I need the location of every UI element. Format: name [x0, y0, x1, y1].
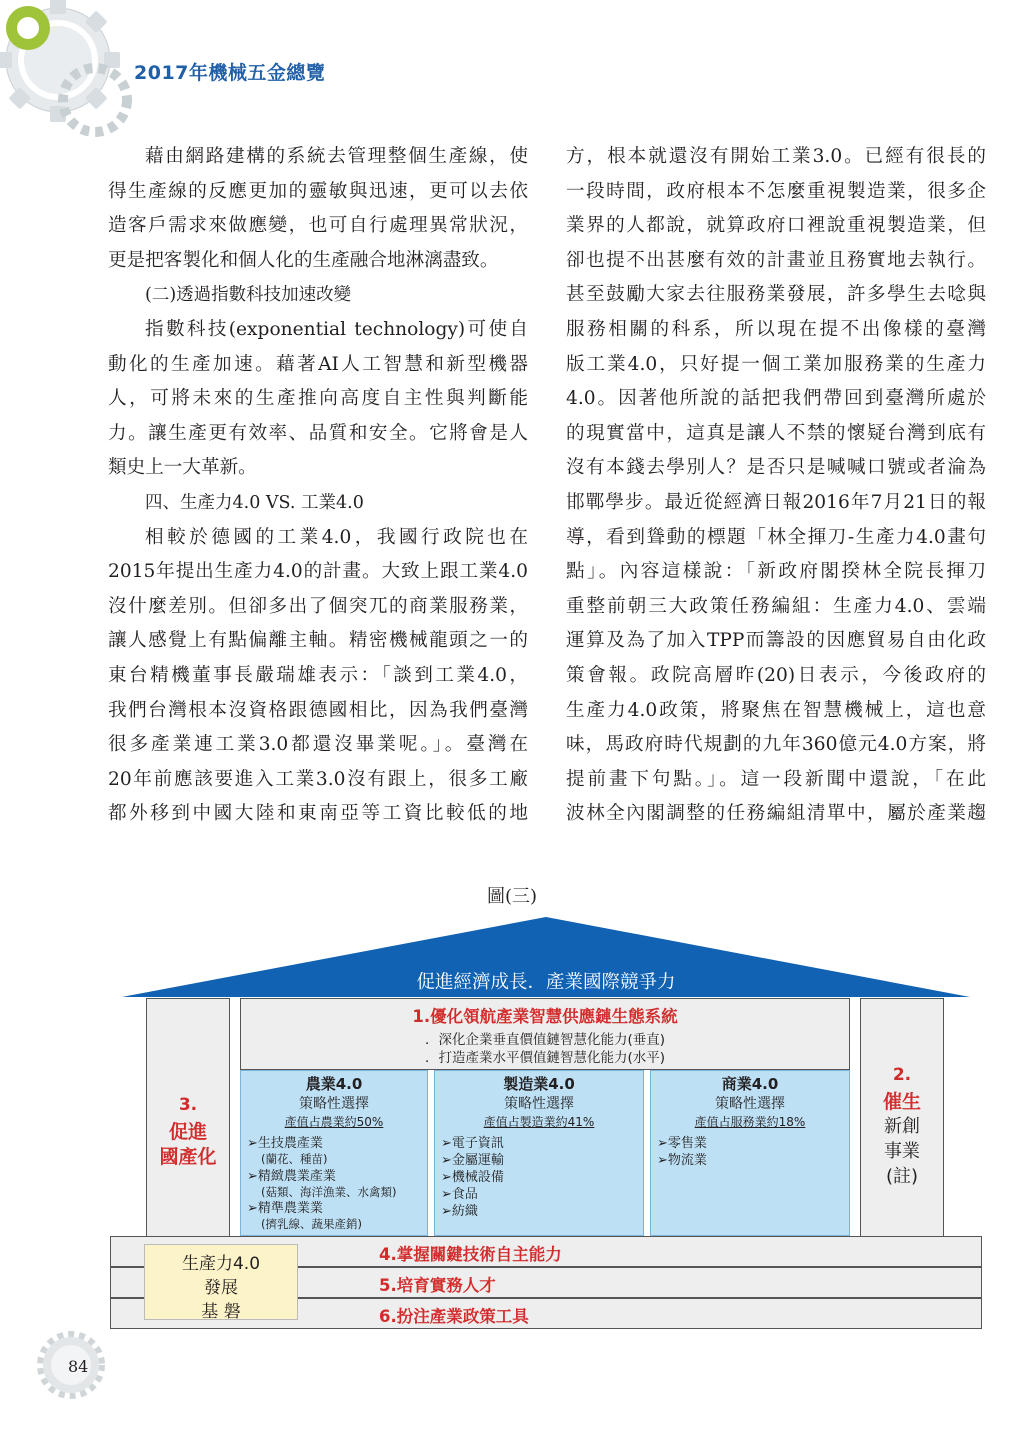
- text-line: 更是把客製化和個人化的生產融合地淋漓盡致。: [108, 249, 499, 271]
- text-line: 指數科技(exponential technology)可使自: [145, 318, 528, 340]
- text-line: 很多產業連工業3.0都還沒畢業呢。」。臺灣在: [108, 734, 528, 756]
- sector-item: ➢機械設備: [441, 1170, 504, 1185]
- sector-share: 產值占製造業約41%: [483, 1115, 595, 1129]
- sector-item: ➢物流業: [657, 1153, 707, 1168]
- left-pillar-line-1: 促進: [168, 1121, 207, 1143]
- text-line: 的現實當中，這真是讓人不禁的懷疑台灣到底有: [566, 422, 986, 444]
- sector-item: ➢零售業: [657, 1136, 707, 1151]
- text-line: 20年前應該要進入工業3.0沒有跟上，很多工廠: [108, 768, 528, 790]
- sector-box: [650, 1070, 850, 1236]
- sector-item: ➢電子資訊: [441, 1136, 504, 1151]
- text-line: 波林全內閣調整的任務編組清單中，屬於產業趨: [566, 803, 986, 825]
- sector-item: ➢食品: [441, 1187, 478, 1202]
- right-pillar-line-4: (註): [885, 1166, 919, 1187]
- text-line: 2015年提出生產力4.0的計畫。大致上跟工業4.0: [108, 561, 528, 583]
- text-line: 東台精機董事長嚴瑞雄表示：「談到工業4.0，: [108, 664, 528, 686]
- supply-chain-title: 1.優化領航產業智慧供應鏈生態系統: [412, 1007, 678, 1026]
- left-pillar-line-2: 國產化: [159, 1146, 217, 1168]
- band-key-technology-label: 4.掌握關鍵技術自主能力: [379, 1245, 562, 1264]
- right-pillar-number: 2.: [892, 1065, 912, 1085]
- sector-name: 農業4.0: [305, 1075, 363, 1093]
- text-line: 生產力4.0政策，將聚焦在智慧機械上，這也意: [566, 699, 986, 721]
- foundation-line-2: 發展: [204, 1278, 238, 1298]
- right-text-column: [566, 140, 986, 832]
- text-line: 沒什麼差別。但卻多出了個突兀的商業服務業，: [108, 595, 528, 617]
- sector-item: ➢金屬運輸: [441, 1153, 504, 1168]
- supply-chain-box: [240, 998, 850, 1070]
- text-line: 人，可將未來的生產推向高度自主性與判斷能: [108, 388, 528, 410]
- sector-item: ➢精準農業業: [247, 1201, 323, 1216]
- text-line: 藉由網路建構的系統去管理整個生產線，使: [145, 146, 528, 167]
- sector-items: [441, 1135, 504, 1220]
- text-line: 我們台灣根本沒資格跟德國相比，因為我們臺灣: [108, 699, 528, 721]
- text-line: 得生產線的反應更加的靈敏與迅速，更可以去依: [108, 180, 528, 202]
- text-line: 沒有本錢去學別人？是否只是喊喊口號或者淪為: [566, 457, 986, 479]
- text-line: 相較於德國的工業4.0，我國行政院也在: [145, 526, 528, 548]
- header-gear-icon: [0, 0, 140, 140]
- text-line: 提前畫下句點。」。這一段新聞中還說，「在此: [566, 768, 986, 790]
- band-talent-label: 5.培育實務人才: [379, 1276, 496, 1295]
- text-line: 力。讓生產更有效率、品質和安全。它將會是人: [108, 422, 528, 444]
- text-line: 味，馬政府時代規劃的九年360億元4.0方案，將: [566, 734, 986, 756]
- sector-items: [657, 1135, 707, 1169]
- sector-item: ➢生技農產業: [247, 1136, 323, 1151]
- text-line: 卻也提不出甚麼有效的計畫並且務實地去執行。: [566, 249, 986, 271]
- text-line: 點」。內容這樣說：「新政府閣揆林全院長揮刀: [566, 561, 986, 583]
- text-line: 讓人感覺上有點偏離主軸。精密機械龍頭之一的: [108, 630, 528, 652]
- text-line: 版工業4.0，只好提一個工業加服務業的生產力: [566, 353, 986, 375]
- text-line: 業界的人都說，就算政府口裡說重視製造業，但: [566, 215, 986, 237]
- sector-items: [247, 1135, 396, 1233]
- text-line: 甚至鼓勵大家去往服務業發展，許多學生去唸與: [566, 284, 986, 306]
- text-line: 造客戶需求來做應變，也可自行處理異常狀況，: [108, 215, 528, 237]
- sector-share: 產值占農業約50%: [284, 1115, 384, 1129]
- sector-box: [434, 1070, 644, 1236]
- sector-item: ➢精緻農業產業: [247, 1168, 336, 1184]
- text-line: (二)透過指數科技加速改變: [145, 285, 352, 306]
- productivity-house-diagram: [118, 912, 974, 1332]
- sector-item-detail: (菇類、海洋漁業、水禽類): [261, 1184, 397, 1199]
- text-line: 類史上一大革新。: [108, 457, 257, 479]
- text-line: 方，根本就還沒有開始工業3.0。已經有很長的: [566, 146, 986, 167]
- left-pillar-number: 3.: [178, 1095, 198, 1115]
- left-text-column: [108, 140, 528, 832]
- supply-chain-item-2: ．打造產業水平價值鏈智慧化能力(水平): [424, 1050, 666, 1066]
- text-line: 動化的生產加速。藉著AI人工智慧和新型機器: [108, 353, 528, 375]
- roof-title: 促進經濟成長．產業國際競爭力: [416, 972, 676, 993]
- sector-name: 商業4.0: [721, 1075, 779, 1093]
- sector-item-detail: (蘭花、種苗): [261, 1152, 328, 1166]
- sector-strategy: 策略性選擇: [299, 1096, 369, 1112]
- right-pillar-line-1: 催生: [882, 1091, 921, 1113]
- sector-strategy: 策略性選擇: [715, 1096, 785, 1112]
- sector-name: 製造業4.0: [503, 1075, 575, 1093]
- sector-strategy: 策略性選擇: [504, 1096, 574, 1112]
- text-line: 4.0。因著他所說的話把我們帶回到臺灣所處於: [566, 388, 986, 410]
- band-policy-tools-label: 6.扮注產業政策工具: [379, 1307, 529, 1326]
- figure-caption: 圖(三): [486, 886, 538, 907]
- right-pillar-line-2: 新創: [884, 1116, 920, 1137]
- sector-item: ➢紡織: [441, 1204, 478, 1219]
- text-line: 邯鄲學步。最近從經濟日報2016年7月21日的報: [566, 491, 986, 513]
- productivity-foundation-box: [144, 1244, 298, 1320]
- text-line: 四、生產力4.0 VS. 工業4.0: [145, 492, 364, 513]
- text-line: 都外移到中國大陸和東南亞等工資比較低的地: [108, 803, 528, 825]
- text-line: 重整前朝三大政策任務編組：生產力4.0、雲端: [566, 595, 986, 617]
- sector-item-detail: (擠乳線、蔬果產銷): [261, 1217, 362, 1231]
- text-line: 服務相關的科系，所以現在提不出像樣的臺灣: [566, 318, 986, 340]
- text-line: 導，看到聳動的標題「林全揮刀-生產力4.0畫句: [566, 526, 986, 548]
- text-line: 一段時間，政府根本不怎麼重視製造業，很多企: [566, 180, 986, 202]
- sector-share: 產值占服務業約18%: [694, 1115, 806, 1129]
- sector-box: [240, 1070, 428, 1236]
- supply-chain-item-1: ．深化企業垂直價值鏈智慧化能力(垂直): [424, 1032, 666, 1048]
- text-line: 運算及為了加入TPP而籌設的因應貿易自由化政: [566, 630, 986, 652]
- right-pillar-line-3: 事業: [884, 1141, 920, 1162]
- text-line: 策會報。政院高層昨(20)日表示，今後政府的: [566, 664, 986, 686]
- running-header-title: 2017年機械五金總覽: [134, 62, 326, 84]
- foundation-line-1: 生產力4.0: [181, 1254, 261, 1274]
- foundation-line-3: 基 磐: [201, 1302, 241, 1322]
- page-number: 84: [68, 1357, 89, 1376]
